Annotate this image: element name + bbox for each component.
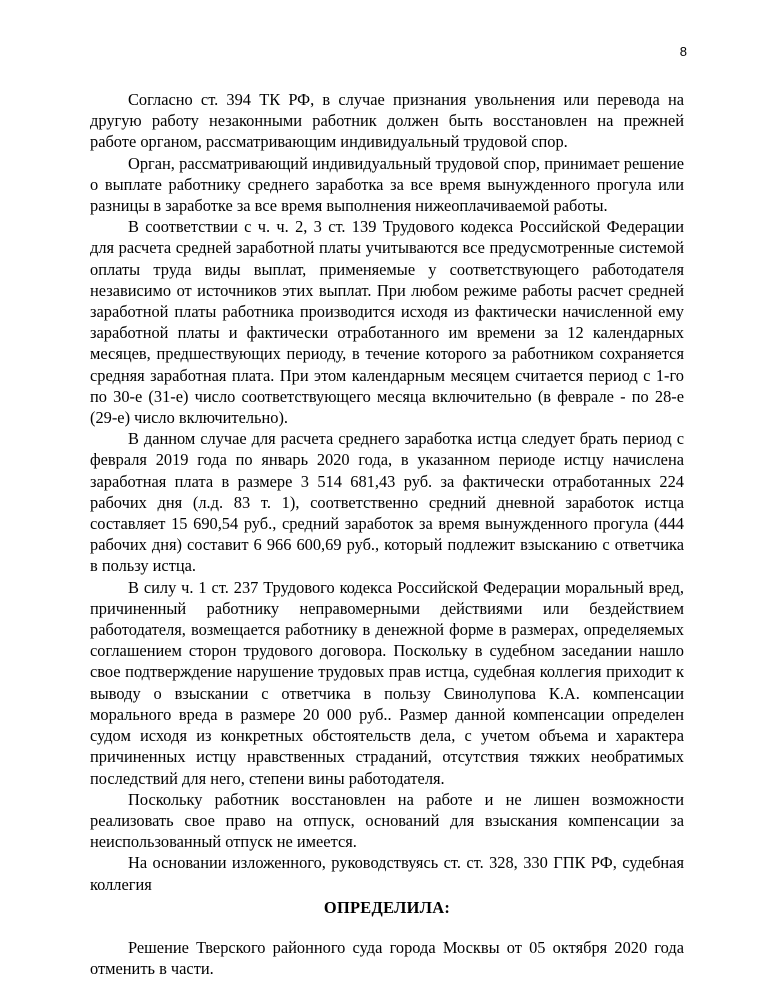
paragraph-decision: Решение Тверского районного суда города Москвы от 05 октября 2020 года отменить в части. xyxy=(90,937,684,979)
paragraph-vacation-compensation: Поскольку работник восстановлен на работе и не лишен возможности реализовать свое право на отпуск, оснований для взыскания компенсации за неиспользованный отпуск не имеется. xyxy=(90,789,684,852)
ruling-heading: ОПРЕДЕЛИЛА: xyxy=(323,897,451,917)
paragraph-dismissal-reinstatement: Согласно ст. 394 ТК РФ, в случае признания увольнения или перевода на другую работу незаконными работник должен быть восстановлен на прежней работе органом, рассматривающим индивидуальный трудовой спор. xyxy=(90,90,684,152)
paragraph-legal-basis: На основании изложенного, руководствуясь ст. ст. 328, 330 ГПК РФ, судебная коллегия xyxy=(90,853,684,894)
spacer xyxy=(90,918,684,937)
paragraph-average-salary-calculation: В соответствии с ч. ч. 2, 3 ст. 139 Трудового кодекса Российской Федерации для расчета средней заработной платы учитываются все предусмотренные системой оплаты труда виды выплат, применяемые у соответствующего работодателя независимо от источников этих выплат. При любом режиме работы расчет средней заработной платы работника производится исходя из фактически начисленной ему заработной платы и фактически отработанного им времени за 12 календарных месяцев, предшествующих периоду, в течение которого за работником сохраняется средняя заработная плата. При этом календарным месяцем считается период с 1-го по 30-е (31-е) число соответствующего месяца включительно (в феврале - по 28-е (29-е) число включительно). xyxy=(90,217,684,428)
paragraph-average-earnings-payment: Орган, рассматривающий индивидуальный трудовой спор, принимает решение о выплате работнику среднего заработка за все время вынужденного прогула или разницы в заработке за все время выполнения нижеоплачиваемой работы. xyxy=(90,153,684,216)
paragraph-earnings-computation: В данном случае для расчета среднего заработка истца следует брать период с февраля 2019 года по январь 2020 года, в указанном периоде истцу начислена заработная плата в размере 3 514 681,43 руб. за фактически отработанных 224 рабочих дня (л.д. 83 т. 1), соответственно средний дневной заработок истца составляет 15 690,54 руб., средний заработок за время вынужденного прогула (444 рабочих дня) составит 6 966 600,69 руб., который подлежит взысканию с ответчика в пользу истца. xyxy=(90,429,684,576)
page-number: 8 xyxy=(679,44,687,59)
paragraph-moral-damages: В силу ч. 1 ст. 237 Трудового кодекса Российской Федерации моральный вред, причиненный работнику неправомерными действиями или бездействием работодателя, возмещается работнику в денежной форме в размерах, определяемых соглашением сторон трудового договора. Поскольку в судебном заседании нашло свое подтверждение нарушение трудовых прав истца, судебная коллегия приходит к выводу о взыскании с ответчика в пользу Свинолупова К.А. компенсации морального вреда в размере 20 000 руб.. Размер данной компенсации определен судом исходя из конкретных обстоятельств дела, с учетом объема и характера причиненных истцу нравственных страданий, отсутствия тяжких необратимых последствий для него, степени вины работодателя. xyxy=(90,577,684,788)
document-body xyxy=(90,89,684,979)
